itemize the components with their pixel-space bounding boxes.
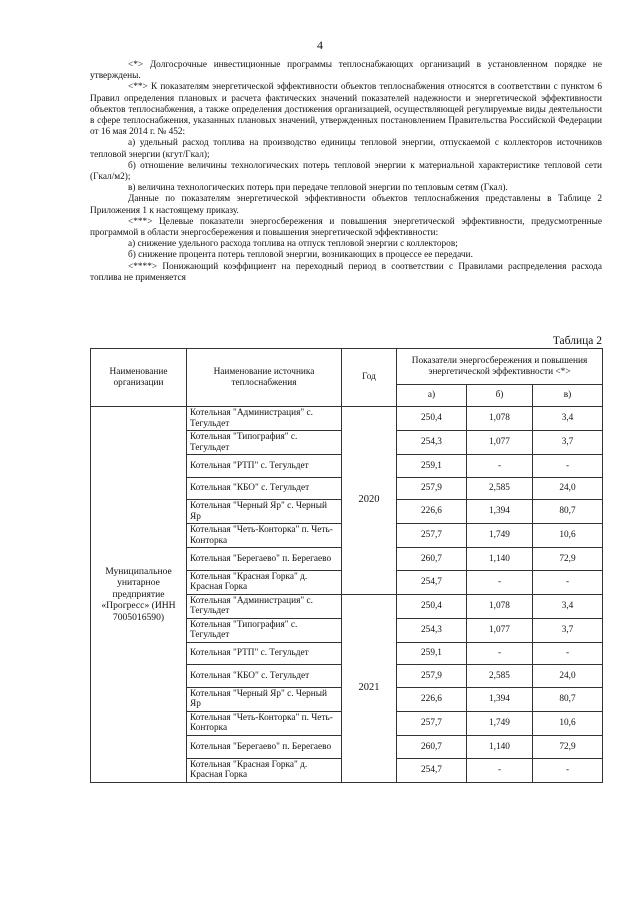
value-b: 1,078: [467, 407, 533, 431]
source-name: Котельная "Черный Яр" с. Черный Яр: [187, 687, 342, 711]
value-c: 3,4: [533, 407, 603, 431]
value-a: 250,4: [397, 594, 467, 618]
table-caption: Таблица 2: [552, 335, 602, 347]
source-name: Котельная "Берегаево" п. Берегаево: [187, 735, 342, 758]
header-indicators: Показатели энергосбережения и повышения энергетической эффективности <*>: [397, 349, 603, 385]
header-c: в): [533, 385, 603, 407]
source-name: Котельная "Администрация" с. Тегульдет: [187, 594, 342, 618]
value-c: -: [533, 758, 603, 782]
value-a: 254,3: [397, 431, 467, 455]
source-name: Котельная "КБО" с. Тегульдет: [187, 665, 342, 688]
note-text: Данные по показателям энергетической эффективности объектов теплоснабжения представлены в Таблице 2 Приложения 1 к настоящему приказу.: [90, 194, 602, 216]
value-b: 1,077: [467, 431, 533, 455]
value-b: 1,749: [467, 524, 533, 548]
value-c: -: [533, 642, 603, 665]
note-text: а) удельный расход топлива на производство единицы тепловой энергии, отпускаемой с коллекторов источников тепловой энергии (кгут/Гкал);: [90, 138, 602, 160]
source-name: Котельная "Красная Горка" д. Красная Горка: [187, 570, 342, 594]
source-name: Котельная "Четь-Конторка" п. Четь-Конторка: [187, 524, 342, 548]
note-text: в) величина технологических потерь при передаче тепловой энергии по тепловым сетям (Гкал).: [128, 183, 508, 194]
value-c: 10,6: [533, 524, 603, 548]
header-source: Наименование источника теплоснабжения: [187, 349, 342, 407]
value-c: 24,0: [533, 477, 603, 500]
value-c: 3,4: [533, 594, 603, 618]
header-org: Наименование организации: [91, 349, 187, 407]
value-b: 1,140: [467, 548, 533, 571]
value-a: 250,4: [397, 407, 467, 431]
value-b: -: [467, 570, 533, 594]
value-a: 257,7: [397, 711, 467, 735]
value-c: 3,7: [533, 618, 603, 642]
note-text: а) снижение удельного расхода топлива на отпуск тепловой энергии с коллекторов;: [128, 239, 458, 250]
value-c: 24,0: [533, 665, 603, 688]
header-a: а): [397, 385, 467, 407]
value-b: 1,077: [467, 618, 533, 642]
value-b: -: [467, 642, 533, 665]
value-b: 1,140: [467, 735, 533, 758]
value-c: -: [533, 455, 603, 478]
value-b: 2,585: [467, 477, 533, 500]
value-a: 257,9: [397, 477, 467, 500]
note-text: <**> К показателям энергетической эффективности объектов теплоснабжения относятся в соответствии с пунктом 6 Правил определения плановых и расчета фактических значений показателей надежности и энергетической эффективности объектов теплоснабжения, а также определения достижения организацией, осуществляющей регулируемые виды деятельности в сфере теплоснабжения, указанных плановых значений, утвержденных постановлением Правительства Российской Федерации от 16 мая 2014 г. № 452:: [90, 82, 602, 138]
source-name: Котельная "Красная Горка" д. Красная Горка: [187, 758, 342, 782]
value-a: 254,7: [397, 758, 467, 782]
note-text: <*> Долгосрочные инвестиционные программы теплоснабжающих организаций в установленном порядке не утверждены.: [90, 60, 602, 82]
note-text: б) отношение величины технологических потерь тепловой энергии к материальной характеристике тепловой сети (Гкал/м2);: [90, 160, 602, 183]
value-b: 1,394: [467, 500, 533, 524]
note-text: <***> Целевые показатели энергосбережения и повышения энергетической эффективности, предусмотренные программой в области энергосбережения и повышения энергетической эффективности:: [90, 216, 602, 239]
source-name: Котельная "Берегаево" п. Берегаево: [187, 548, 342, 571]
value-a: 260,7: [397, 735, 467, 758]
value-c: 72,9: [533, 548, 603, 571]
page-number: 4: [317, 38, 323, 52]
value-b: 1,749: [467, 711, 533, 735]
value-c: 72,9: [533, 735, 603, 758]
note-text: <****> Понижающий коэффициент на переходный период в соответствии с Правилами распределения расхода топлива не применяется: [90, 261, 602, 283]
value-b: 1,078: [467, 594, 533, 618]
value-c: -: [533, 570, 603, 594]
value-a: 259,1: [397, 455, 467, 478]
value-c: 80,7: [533, 500, 603, 524]
source-name: Котельная "РТП" с. Тегульдет: [187, 455, 342, 478]
source-name: Котельная "Четь-Конторка" п. Четь-Конторка: [187, 711, 342, 735]
year-cell: 2020: [342, 407, 397, 595]
value-c: 10,6: [533, 711, 603, 735]
source-name: Котельная "РТП" с. Тегульдет: [187, 642, 342, 665]
value-a: 260,7: [397, 548, 467, 571]
source-name: Котельная "Типография" с. Тегульдет: [187, 431, 342, 455]
value-a: 254,7: [397, 570, 467, 594]
value-b: 2,585: [467, 665, 533, 688]
source-name: Котельная "Черный Яр" с. Черный Яр: [187, 500, 342, 524]
value-b: -: [467, 455, 533, 478]
source-name: Котельная "КБО" с. Тегульдет: [187, 477, 342, 500]
indicators-table: [90, 348, 603, 783]
value-b: -: [467, 758, 533, 782]
table-row: [91, 407, 603, 431]
footnotes: [90, 60, 602, 284]
year-cell: 2021: [342, 594, 397, 782]
value-c: 3,7: [533, 431, 603, 455]
value-a: 257,9: [397, 665, 467, 688]
note-text: б) снижение процента потерь тепловой энергии, возникающих в процессе ее передачи.: [128, 250, 473, 261]
value-b: 1,394: [467, 687, 533, 711]
header-b: б): [467, 385, 533, 407]
value-a: 259,1: [397, 642, 467, 665]
source-name: Котельная "Администрация" с. Тегульдет: [187, 407, 342, 431]
value-a: 257,7: [397, 524, 467, 548]
value-a: 226,6: [397, 500, 467, 524]
value-a: 226,6: [397, 687, 467, 711]
header-year: Год: [342, 349, 397, 407]
value-c: 80,7: [533, 687, 603, 711]
value-a: 254,3: [397, 618, 467, 642]
source-name: Котельная "Типография" с. Тегульдет: [187, 618, 342, 642]
organization-name: Муниципальное унитарное предприятие «Прогресс» (ИНН 7005016590): [91, 407, 187, 783]
